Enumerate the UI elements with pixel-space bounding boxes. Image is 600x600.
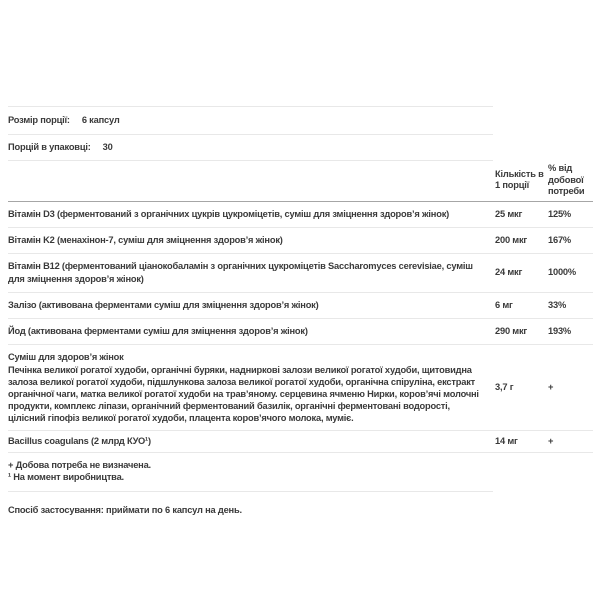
daily-value-column-header: % від добової потреби xyxy=(548,163,585,196)
ingredient-dv: 193% xyxy=(548,325,571,336)
ingredient-dv: 167% xyxy=(548,234,571,245)
row-bacillus-coagulans xyxy=(8,431,593,453)
amount-column-header: Кількість в 1 порції xyxy=(495,168,544,191)
servings-per-container-value: 30 xyxy=(102,142,113,152)
ingredient-name: Суміш для здоров’я жінок xyxy=(8,351,124,362)
ingredient-amount: 24 мкг xyxy=(495,267,523,277)
ingredient-dv: 125% xyxy=(548,208,571,219)
ingredient-dv: + xyxy=(548,381,554,392)
row-iodine xyxy=(8,319,593,345)
ingredient-name: Йод (активована ферментами суміш для зміцнення здоров’я жінок) xyxy=(8,325,308,336)
footnotes xyxy=(8,453,593,491)
serving-info-block xyxy=(8,106,493,161)
serving-size-row xyxy=(8,107,493,135)
usage-instructions: Спосіб застосування: приймати по 6 капсул на день. xyxy=(8,504,242,515)
ingredient-dv: 1000% xyxy=(548,267,576,277)
servings-per-container-label: Порцій в упаковці: xyxy=(8,142,91,152)
ingredient-amount: 25 мкг xyxy=(495,208,523,219)
footnote-at-manufacture: ¹ На момент виробництва. xyxy=(8,472,124,482)
ingredient-amount: 200 мкг xyxy=(495,234,528,245)
footnote-divider xyxy=(8,491,493,492)
ingredient-name: Вітамін K2 (менахінон-7, суміш для зміцнення здоров’я жінок) xyxy=(8,234,283,245)
ingredient-name: Вітамін B12 (ферментований ціанокобаламін з органічних цукроміцетів Saccharomyces cerevisiae, суміш для зміцнення здоров’я жінок) xyxy=(8,260,473,284)
ingredient-dv: 33% xyxy=(548,299,567,310)
ingredient-amount: 6 мг xyxy=(495,299,513,310)
ingredient-name: Вітамін D3 (ферментований з органічних цукрів цукроміцетів, суміш для зміцнення здоров’я жінок) xyxy=(8,208,450,219)
table-header-row xyxy=(8,161,593,202)
footnote-daily-value: + Добова потреба не визначена. xyxy=(8,459,151,470)
ingredient-amount: 3,7 г xyxy=(495,381,514,392)
row-womens-health-blend xyxy=(8,345,593,431)
ingredient-name: Залізо (активована ферментами суміш для зміцнення здоров’я жінок) xyxy=(8,299,319,310)
ingredient-amount: 14 мг xyxy=(495,435,518,446)
ingredient-amount: 290 мкг xyxy=(495,325,528,336)
row-vitamin-b12 xyxy=(8,254,593,293)
ingredient-dv: + xyxy=(548,435,554,446)
serving-size-label: Розмір порції: xyxy=(8,115,70,125)
supplement-facts-panel xyxy=(8,106,593,517)
row-vitamin-k2 xyxy=(8,228,593,254)
serving-size-value: 6 капсул xyxy=(81,115,120,125)
row-vitamin-d3 xyxy=(8,202,593,228)
blend-ingredient-list: Печінка великої рогатої худоби, органічні буряки, надниркові залози великої рогатої худоби, щитовидна залоза великої рогатої худоби, підшлункова залоза великої рогатої худоби, органічна спіруліна, екстракт органічної чаги, матка великої рогатої худоби на трав’яному. серцевина ячменю Нирки, коров’ячі молочні продукти, комплекс ліпази, органічний ферментований базилік, органічні ферментовані водорості, цілісний гіпофіз великої рогатої худоби, плацента коров’ячого молока, муміє. xyxy=(8,364,479,423)
row-iron xyxy=(8,293,593,319)
ingredient-name: Bacillus coagulans (2 млрд КУО¹) xyxy=(8,435,151,446)
servings-per-container-row xyxy=(8,135,493,161)
